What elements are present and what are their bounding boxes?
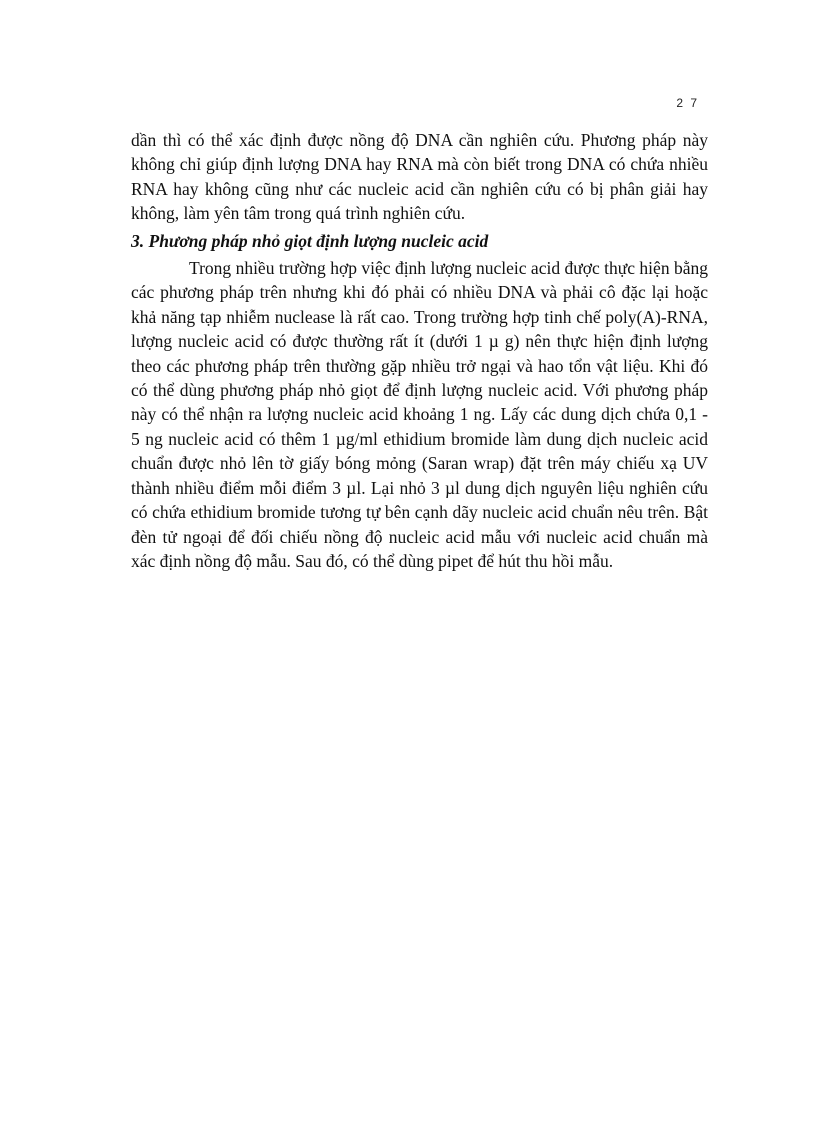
paragraph-continuation: dần thì có thể xác định được nồng độ DNA cần nghiên cứu. Phương pháp này không chỉ giúp định lượng DNA hay RNA mà còn biết trong DNA có chứa nhiều RNA hay không cũng như các nucleic acid cần nghiên cứu có bị phân giải hay không, làm yên tâm trong quá trình nghiên cứu. <box>131 130 708 224</box>
page-number: 2 7 <box>676 96 699 110</box>
body-text <box>131 128 708 573</box>
paragraph-method: Trong nhiều trường hợp việc định lượng nucleic acid được thực hiện bằng các phương pháp trên nhưng khi đó phải có nhiều DNA và phải cô đặc lại hoặc khả năng tạp nhiễm nuclease là rất cao. Trong trường hợp tinh chế poly(A)-RNA, lượng nucleic acid có được thường rất ít (dưới 1 µ g) nên thực hiện định lượng theo các phương pháp trên thường gặp nhiều trở ngại và hao tổn vật liệu. Khi đó có thể dùng phương pháp nhỏ giọt để định lượng nucleic acid. Với phương pháp này có thể nhận ra lượng nucleic acid khoảng 1 ng. Lấy các dung dịch chứa 0,1 - 5 ng nucleic acid có thêm 1 µg/ml ethidium bromide làm dung dịch nucleic acid chuẩn được nhỏ lên tờ giấy bóng mỏng (Saran wrap) đặt trên máy chiếu xạ UV thành nhiều điểm mỗi điểm 3 µl. Lại nhỏ 3 µl dung dịch nguyên liệu nghiên cứu có chứa ethidium bromide tương tự bên cạnh dãy nucleic acid chuẩn nêu trên. Bật đèn tử ngoại để đối chiếu nồng độ nucleic acid mẫu với nucleic acid chuẩn mà xác định nồng độ mẫu. Sau đó, có thể dùng pipet để hút thu hồi mẫu. <box>131 258 708 571</box>
section-heading: 3. Phương pháp nhỏ giọt định lượng nucleic acid <box>131 230 489 251</box>
